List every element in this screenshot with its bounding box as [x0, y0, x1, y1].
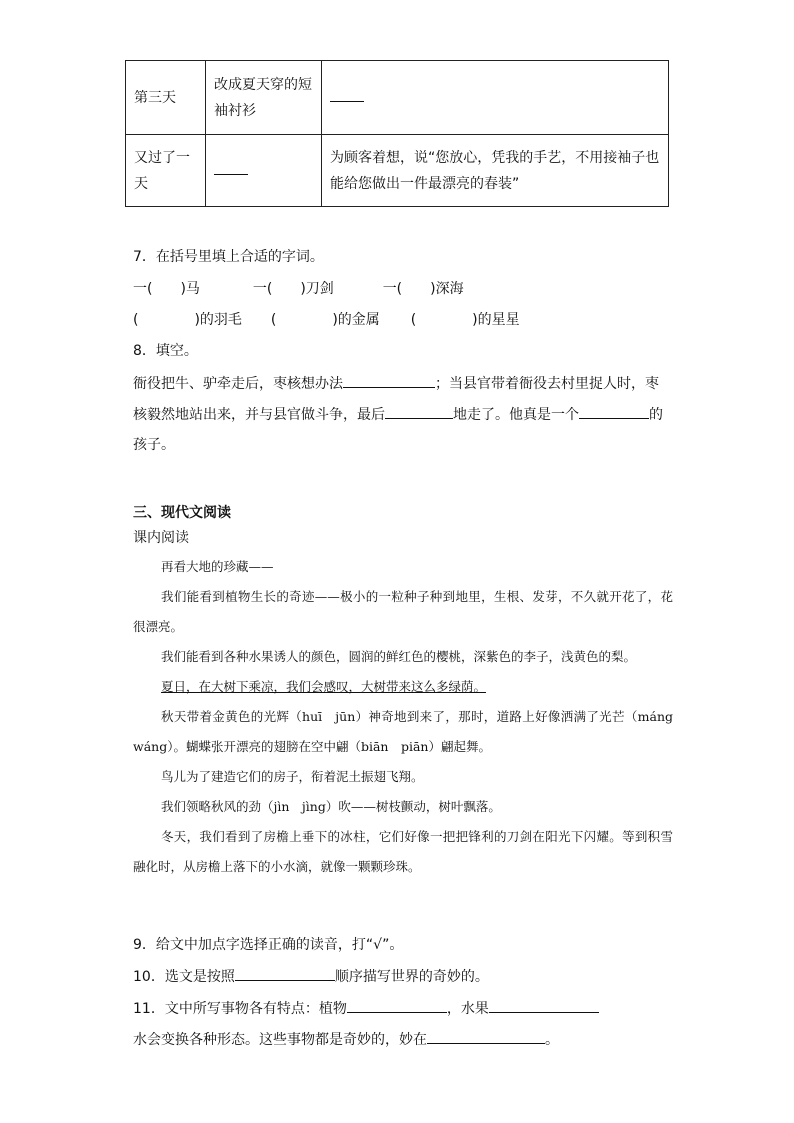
question-10: [133, 965, 489, 986]
q7-item: )的羽毛: [194, 312, 242, 328]
table-cell-day: 第三天: [126, 61, 206, 135]
answer-blank[interactable]: [385, 403, 453, 419]
table-row: [126, 135, 669, 207]
question-8-line2: [133, 403, 663, 424]
q7-item: (: [270, 312, 277, 328]
answer-blank[interactable]: [579, 403, 649, 419]
q7-item: 一(: [133, 281, 153, 297]
q7-item: )深海: [430, 281, 464, 297]
table-cell-reply: 为顾客着想，说“您放心，凭我的手艺，不用接袖子也能给您做出一件最漂亮的春装”: [322, 135, 669, 207]
question-11-line1: [133, 997, 599, 1018]
q8-text: ；当县官带着衙役去村里捉人时，枣: [435, 376, 659, 392]
question-8-line3: 孩子。: [133, 437, 175, 453]
q11-text: 11．文中所写事物各有特点：植物: [133, 1001, 347, 1017]
q7-item: (: [133, 312, 139, 328]
answer-blank[interactable]: [343, 372, 435, 388]
passage-paragraph: 我们能看到各种水果诱人的颜色，圆润的鲜红色的樱桃，深紫色的李子，浅黄色的梨。: [161, 649, 637, 664]
question-9: 9．给文中加点字选择正确的读音，打“√”。: [133, 937, 404, 953]
q11-text: ，水果: [446, 1001, 489, 1017]
passage-paragraph: 我们领略秋风的劲（jìn jìng）吹——树枝颤动，树叶飘落。: [161, 799, 501, 814]
q8-text: 的: [649, 407, 663, 423]
q7-item: 一(: [252, 281, 273, 297]
passage-paragraph: 我们能看到植物生长的奇迹——极小的一粒种子种到地里，生根、发芽，不久就开花了，花很漂亮。: [133, 589, 673, 634]
section-subtitle: 课内阅读: [133, 530, 189, 546]
q7-item: 一(: [382, 281, 403, 297]
passage-paragraph: 鸟儿为了建造它们的房子，衔着泥土振翅飞翔。: [161, 769, 424, 784]
story-table: [125, 60, 669, 207]
passage-title: 再看大地的珍藏——: [161, 559, 274, 574]
question-8-line1: [133, 372, 659, 393]
q10-text: 10．选文是按照: [133, 969, 235, 985]
section-title: 三、现代文阅读: [133, 505, 231, 521]
q7-item: )的金属: [332, 312, 380, 328]
passage-paragraph: 秋天带着金黄色的光辉（huī jūn）神奇地到来了，那时，道路上好像洒满了光芒（máng wáng）。蝴蝶张开漂亮的翅膀在空中翩（biān piān）翩起舞。: [133, 709, 686, 754]
answer-blank[interactable]: [347, 997, 447, 1013]
answer-blank[interactable]: [214, 158, 248, 175]
q10-text: 顺序描写世界的奇妙的。: [334, 969, 489, 985]
answer-blank[interactable]: [489, 997, 599, 1013]
answer-blank[interactable]: [235, 965, 335, 981]
q8-text: 地走了。他真是一个: [453, 407, 579, 423]
q8-text: 核毅然地站出来，并与县官做斗争，最后: [133, 407, 385, 423]
q7-item: )马: [180, 281, 200, 297]
table-cell-change: [206, 135, 322, 207]
q7-item: )刀剑: [300, 281, 334, 297]
q11-text: 水会变换各种形态。这些事物都是奇妙的，妙在: [133, 1032, 427, 1048]
question-8-prompt: 8．填空。: [133, 343, 198, 359]
answer-blank[interactable]: [427, 1028, 545, 1044]
question-11-line2: [133, 1028, 559, 1049]
passage-paragraph: [133, 672, 673, 702]
table-cell-reply: [322, 61, 669, 135]
answer-blank[interactable]: [330, 85, 364, 102]
q8-text: 衙役把牛、驴牵走后，枣核想办法: [133, 376, 343, 392]
table-cell-day: 又过了一天: [126, 135, 206, 207]
question-7-row2: [133, 309, 520, 329]
underlined-sentence: 夏日，在大树下乘凉，我们会感叹，大树带来这么多绿荫。: [161, 679, 487, 694]
q11-text: 。: [545, 1032, 559, 1048]
question-7-prompt: 7．在括号里填上合适的字词。: [133, 249, 324, 265]
table-cell-change: 改成夏天穿的短袖衬衫: [206, 61, 322, 135]
question-7-row1: [133, 278, 464, 298]
q7-item: (: [410, 312, 417, 328]
reading-passage: [133, 552, 686, 882]
q7-item: )的星星: [472, 312, 520, 328]
passage-paragraph: 冬天，我们看到了房檐上垂下的冰柱，它们好像一把把锋利的刀剑在阳光下闪耀。等到积雪融化时，从房檐上落下的小水滴，就像一颗颗珍珠。: [133, 829, 673, 874]
table-row: [126, 61, 669, 135]
